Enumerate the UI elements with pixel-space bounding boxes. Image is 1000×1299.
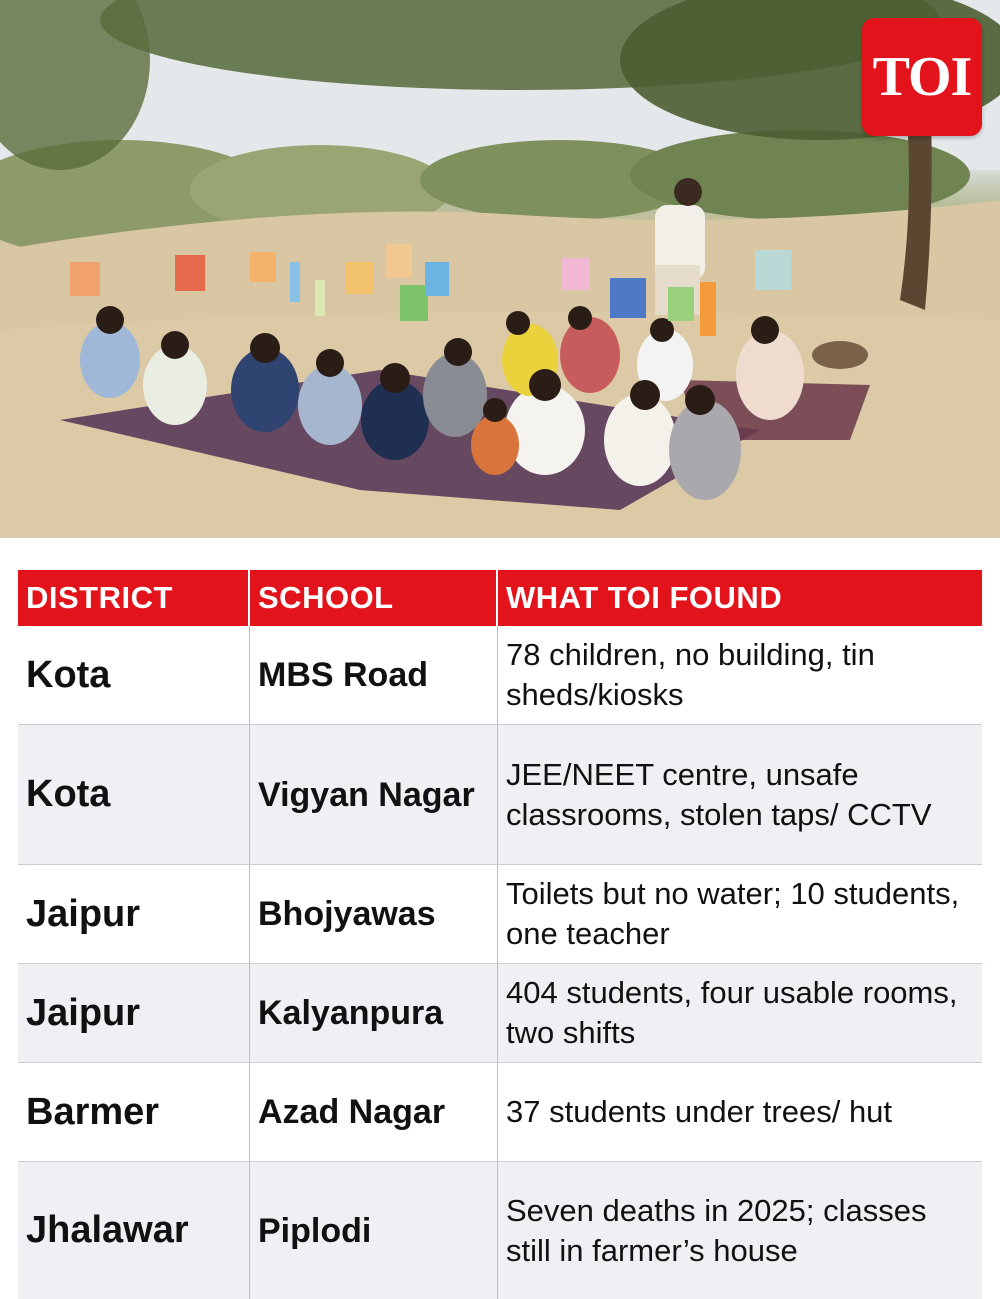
school-cell: Kalyanpura — [250, 964, 498, 1062]
school-cell: Vigyan Nagar — [250, 725, 498, 864]
finding-cell: Seven deaths in 2025; classes still in farmer’s house — [506, 1192, 927, 1268]
table-row — [18, 964, 982, 1063]
district-cell: Kota — [18, 626, 250, 724]
outdoor-classroom-photo — [0, 0, 1000, 538]
toi-logo — [862, 18, 982, 136]
table-header-row — [18, 570, 982, 626]
table-row — [18, 725, 982, 865]
school-cell: Azad Nagar — [250, 1063, 498, 1161]
logo-text: TOI — [872, 46, 972, 108]
column-header-what-toi-found: WHAT TOI FOUND — [506, 580, 783, 615]
schools-table — [18, 570, 982, 1299]
column-header-district: DISTRICT — [18, 570, 250, 626]
table-row — [18, 626, 982, 725]
school-cell: Bhojyawas — [250, 865, 498, 963]
school-cell: MBS Road — [250, 626, 498, 724]
header-photo — [0, 0, 1000, 538]
finding-cell: 78 children, no building, tin sheds/kiosks — [506, 637, 875, 712]
table-row — [18, 1162, 982, 1299]
school-cell: Piplodi — [250, 1162, 498, 1299]
finding-cell: 404 students, four usable rooms, two shifts — [506, 975, 958, 1050]
finding-cell: JEE/NEET centre, unsafe classrooms, stolen taps/ CCTV — [506, 756, 932, 832]
table-row — [18, 865, 982, 964]
district-cell: Jaipur — [18, 964, 250, 1062]
district-cell: Barmer — [18, 1063, 250, 1161]
district-cell: Jhalawar — [18, 1162, 250, 1299]
district-cell: Jaipur — [18, 865, 250, 963]
finding-cell: 37 students under trees/ hut — [506, 1094, 893, 1129]
district-cell: Kota — [18, 725, 250, 864]
column-header-school: SCHOOL — [250, 570, 498, 626]
finding-cell: Toilets but no water; 10 students, one teacher — [506, 876, 960, 951]
table-row — [18, 1063, 982, 1162]
